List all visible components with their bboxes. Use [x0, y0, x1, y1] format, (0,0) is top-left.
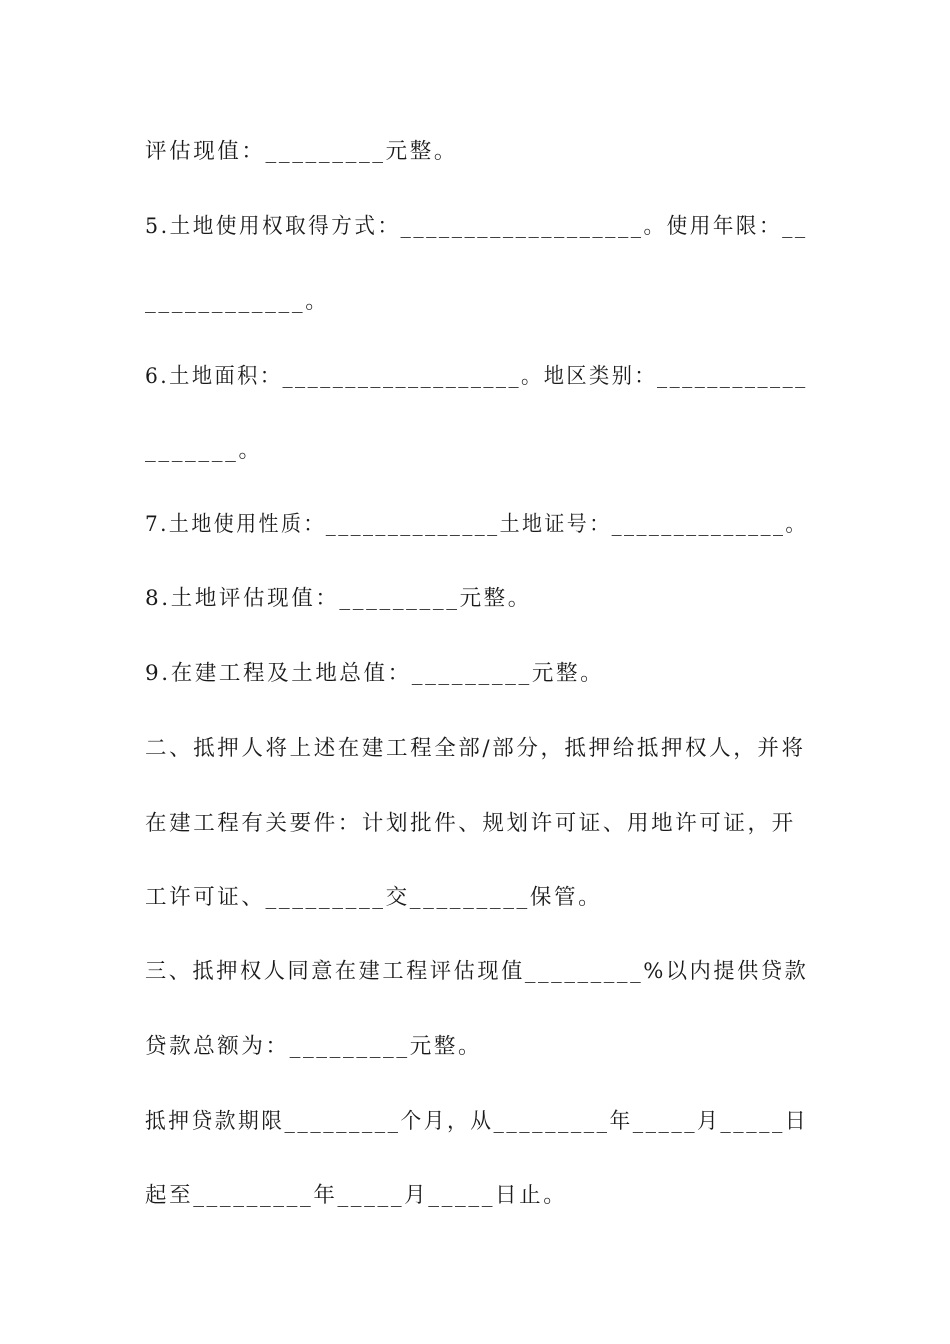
clause-5-land-use-right-line: 5.土地使用权取得方式：___________________。使用年限：__ — [145, 214, 808, 239]
clause-6-continuation-line: _______。 — [145, 438, 263, 463]
clause-5-continuation-line: ____________。 — [145, 289, 330, 314]
appraisal-value-line: 评估现值：_________元整。 — [145, 139, 458, 164]
clause-6-land-area-line: 6.土地面积：___________________。地区类别：____________ — [145, 364, 808, 389]
clause-7-land-use-nature-line: 7.土地使用性质：______________土地证号：______________。 — [145, 512, 808, 537]
section-3-loan-percent-line: 三、抵押权人同意在建工程评估现值_________%以内提供贷款 — [145, 959, 809, 984]
section-2-mortgage-line: 二、抵押人将上述在建工程全部/部分，抵押给抵押权人，并将 — [145, 736, 806, 761]
clause-8-land-appraisal-line: 8.土地评估现值：_________元整。 — [145, 586, 532, 611]
section-2-custody-line: 工许可证、_________交_________保管。 — [145, 885, 603, 910]
section-3-loan-total-line: 贷款总额为：_________元整。 — [145, 1034, 483, 1059]
clause-9-total-value-line: 9.在建工程及土地总值：_________元整。 — [145, 661, 605, 686]
loan-term-start-line: 抵押贷款期限_________个月，从_________年_____月_____日 — [145, 1109, 809, 1134]
section-2-documents-line: 在建工程有关要件：计划批件、规划许可证、用地许可证，开 — [145, 811, 796, 836]
loan-term-end-line: 起至_________年_____月_____日止。 — [145, 1183, 568, 1208]
